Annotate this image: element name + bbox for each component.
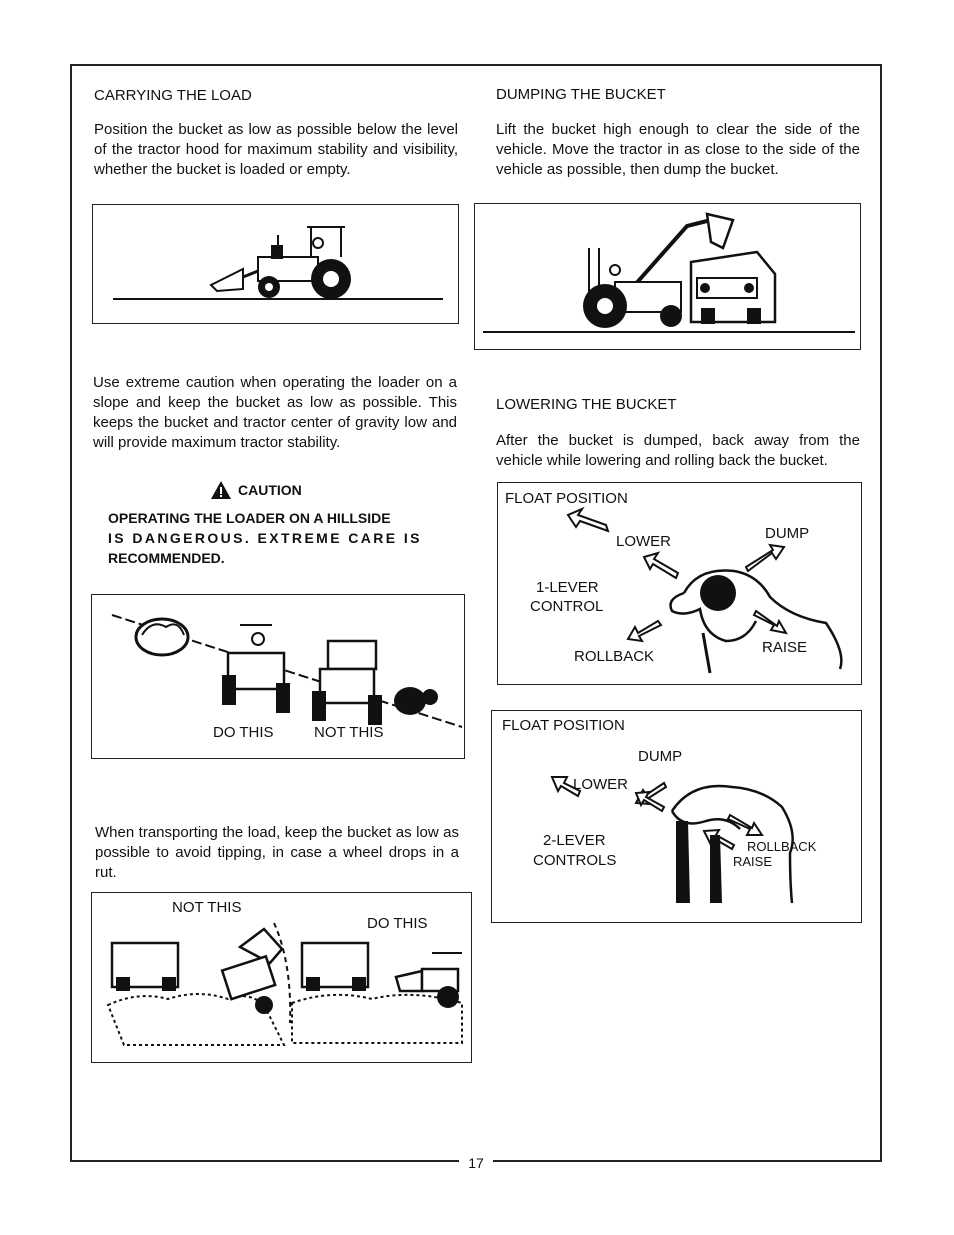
transport-figure [91,892,472,1063]
transport-do-this-label: DO THIS [367,915,428,932]
lowering-heading: LOWERING THE BUCKET [496,396,677,413]
two-lever-float-label: FLOAT POSITION [502,717,625,734]
carrying-body: Position the bucket as low as possible below the level of the tractor hood for maximum stability and visibility, whether the bucket is loaded or empty. [94,121,458,178]
dumping-body: Lift the bucket high enough to clear the side of the vehicle. Move the tractor in as close to the side of the vehicle as possible, then dump the bucket. [496,121,860,178]
raise-arrow-icon [754,611,786,633]
lowering-body: After the bucket is dumped, back away from the vehicle while lowering and rolling back the bucket. [496,432,860,469]
two-lever-raise-label: RAISE [733,854,773,869]
one-lever-control-line-1: 1-LEVER [536,579,599,596]
caution-label [210,480,302,500]
one-lever-control-line-2: CONTROL [530,598,604,615]
page-number: 17 [459,1155,493,1171]
dump-arrow-icon [746,545,784,571]
tractor-carrying-illustration [93,205,460,325]
two-lever-hand-illustration [492,711,863,924]
carrying-heading: CARRYING THE LOAD [94,87,252,104]
transport-body: When transporting the load, keep the bucket as low as possible to avoid tipping, in case a wheel drops in a rut. [95,824,459,881]
one-lever-raise-label: RAISE [762,639,808,656]
slope-figure [91,594,465,759]
dumping-heading: DUMPING THE BUCKET [496,86,666,103]
tractor-dumping-illustration [475,204,862,351]
one-lever-float-label: FLOAT POSITION [505,490,628,507]
two-lever-control-line-1: 2-LEVER [543,832,606,849]
two-lever-control-line-2: CONTROLS [533,852,617,869]
carrying-figure [92,204,459,324]
one-lever-diagram [497,482,862,685]
slope-do-this-label: DO THIS [213,724,274,741]
warning-line-2: IS DANGEROUS. EXTREME CARE IS [108,530,422,546]
hillside-warning [108,508,434,568]
two-lever-lower-label: LOWER [573,776,629,793]
transport-not-this-label: NOT THIS [172,899,242,916]
hillside-tractor-illustration [92,595,466,760]
dumping-figure [474,203,861,350]
slope-body: Use extreme caution when operating the loader on a slope and keep the bucket as low as possible. This keeps the bucket and tractor center of gravity low and will provide maximum tractor stability. [93,374,457,451]
two-lever-rollback-label: ROLLBACK [747,839,817,854]
float-arrow-icon [568,509,608,531]
slope-not-this-label: NOT THIS [314,724,384,741]
one-lever-dump-label: DUMP [765,525,810,542]
lower-arrow-icon [644,553,678,578]
two-lever-diagram [491,710,862,923]
rollback-arrow-icon [628,621,661,641]
one-lever-lower-label: LOWER [616,533,672,550]
caution-text: CAUTION [238,482,302,498]
two-lever-dump-label: DUMP [638,748,683,765]
warning-line-3: RECOMMENDED. [108,550,225,566]
warning-line-1: OPERATING THE LOADER ON A HILLSIDE [108,510,391,526]
warning-triangle-icon [210,480,232,500]
one-lever-rollback-label: ROLLBACK [574,648,655,665]
